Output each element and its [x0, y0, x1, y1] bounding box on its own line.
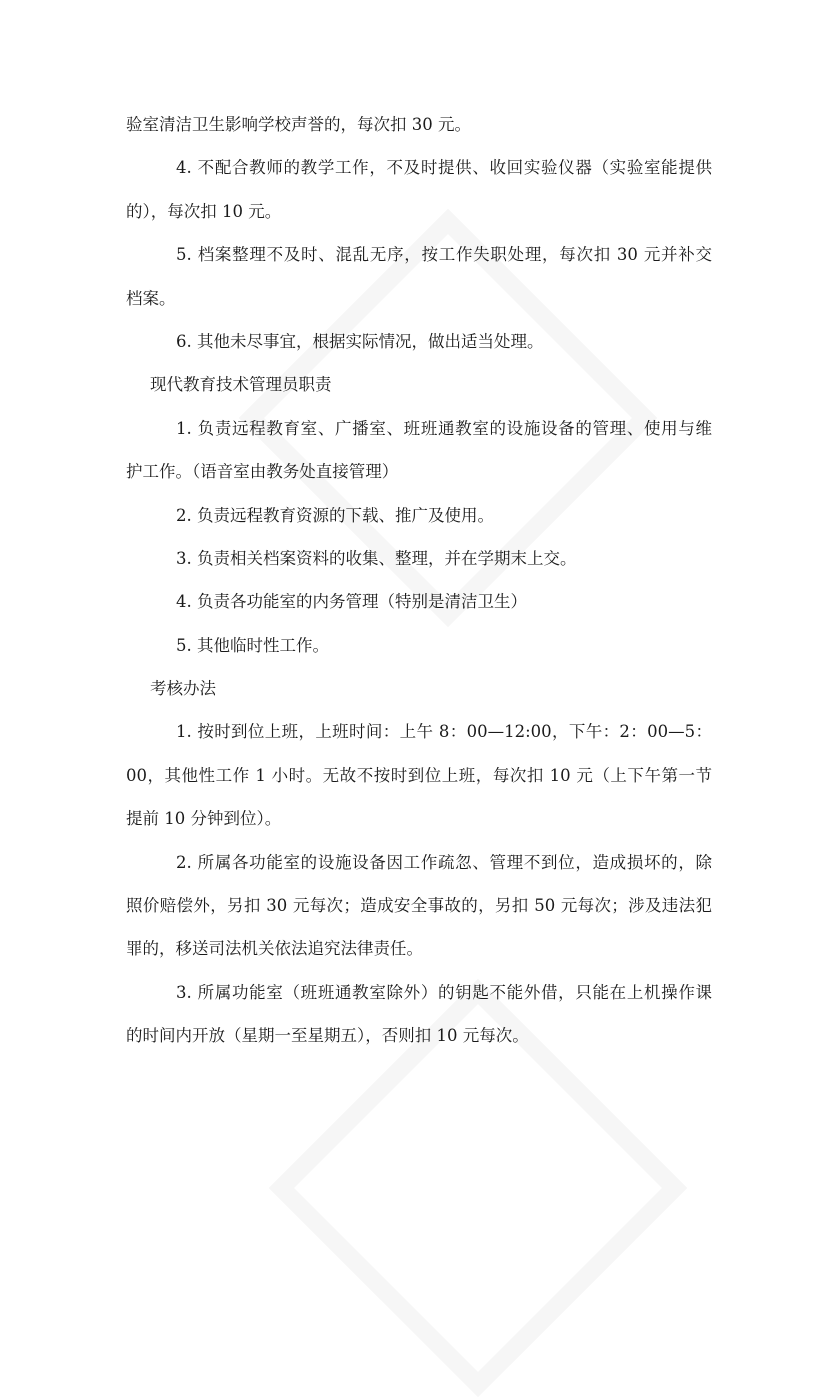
text-line: 5. 档案整理不及时、混乱无序，按工作失职处理，每次扣 30 元并补交 — [176, 245, 712, 265]
text-line: 3. 负责相关档案资料的收集、整理，并在学期末上交。 — [176, 548, 577, 568]
text-line: 护工作。（语音室由教务处直接管理） — [126, 462, 399, 482]
text-line: 照价赔偿外，另扣 30 元每次；造成安全事故的，另扣 50 元每次；涉及违法犯 — [126, 896, 712, 916]
document-body — [0, 103, 830, 1058]
text-line: 1. 负责远程教育室、广播室、班班通教室的设施设备的管理、使用与维 — [176, 418, 712, 438]
text-line: 的），每次扣 10 元。 — [126, 201, 282, 221]
text-line: 罪的，移送司法机关依法追究法律责任。 — [126, 939, 423, 959]
text-line: 4. 不配合教师的教学工作，不及时提供、收回实验仪器（实验室能提供 — [176, 158, 712, 178]
text-line: 6. 其他未尽事宜，根据实际情况，做出适当处理。 — [176, 331, 544, 351]
text-line: 2. 所属各功能室的设施设备因工作疏忽、管理不到位，造成损坏的，除 — [176, 852, 712, 872]
text-line: 5. 其他临时性工作。 — [176, 635, 329, 655]
text-line: 提前 10 分钟到位）。 — [126, 809, 282, 829]
text-line: 00，其他性工作 1 小时。无故不按时到位上班，每次扣 10 元（上下午第一节 — [126, 765, 712, 785]
text-line: 的时间内开放（星期一至星期五），否则扣 10 元每次。 — [126, 1026, 529, 1046]
text-line: 4. 负责各功能室的内务管理（特别是清洁卫生） — [176, 592, 527, 612]
section-heading: 现代教育技术管理员职责 — [150, 375, 332, 395]
text-line: 1. 按时到位上班，上班时间：上午 8：00—12:00，下午：2：00—5： — [176, 722, 712, 742]
text-line: 3. 所属功能室（班班通教室除外）的钥匙不能外借，只能在上机操作课 — [176, 982, 712, 1002]
text-line: 验室清洁卫生影响学校声誉的，每次扣 30 元。 — [126, 115, 471, 134]
text-line: 2. 负责远程教育资源的下载、推广及使用。 — [176, 505, 494, 525]
text-line: 档案。 — [126, 288, 176, 308]
section-heading: 考核办法 — [150, 679, 216, 699]
